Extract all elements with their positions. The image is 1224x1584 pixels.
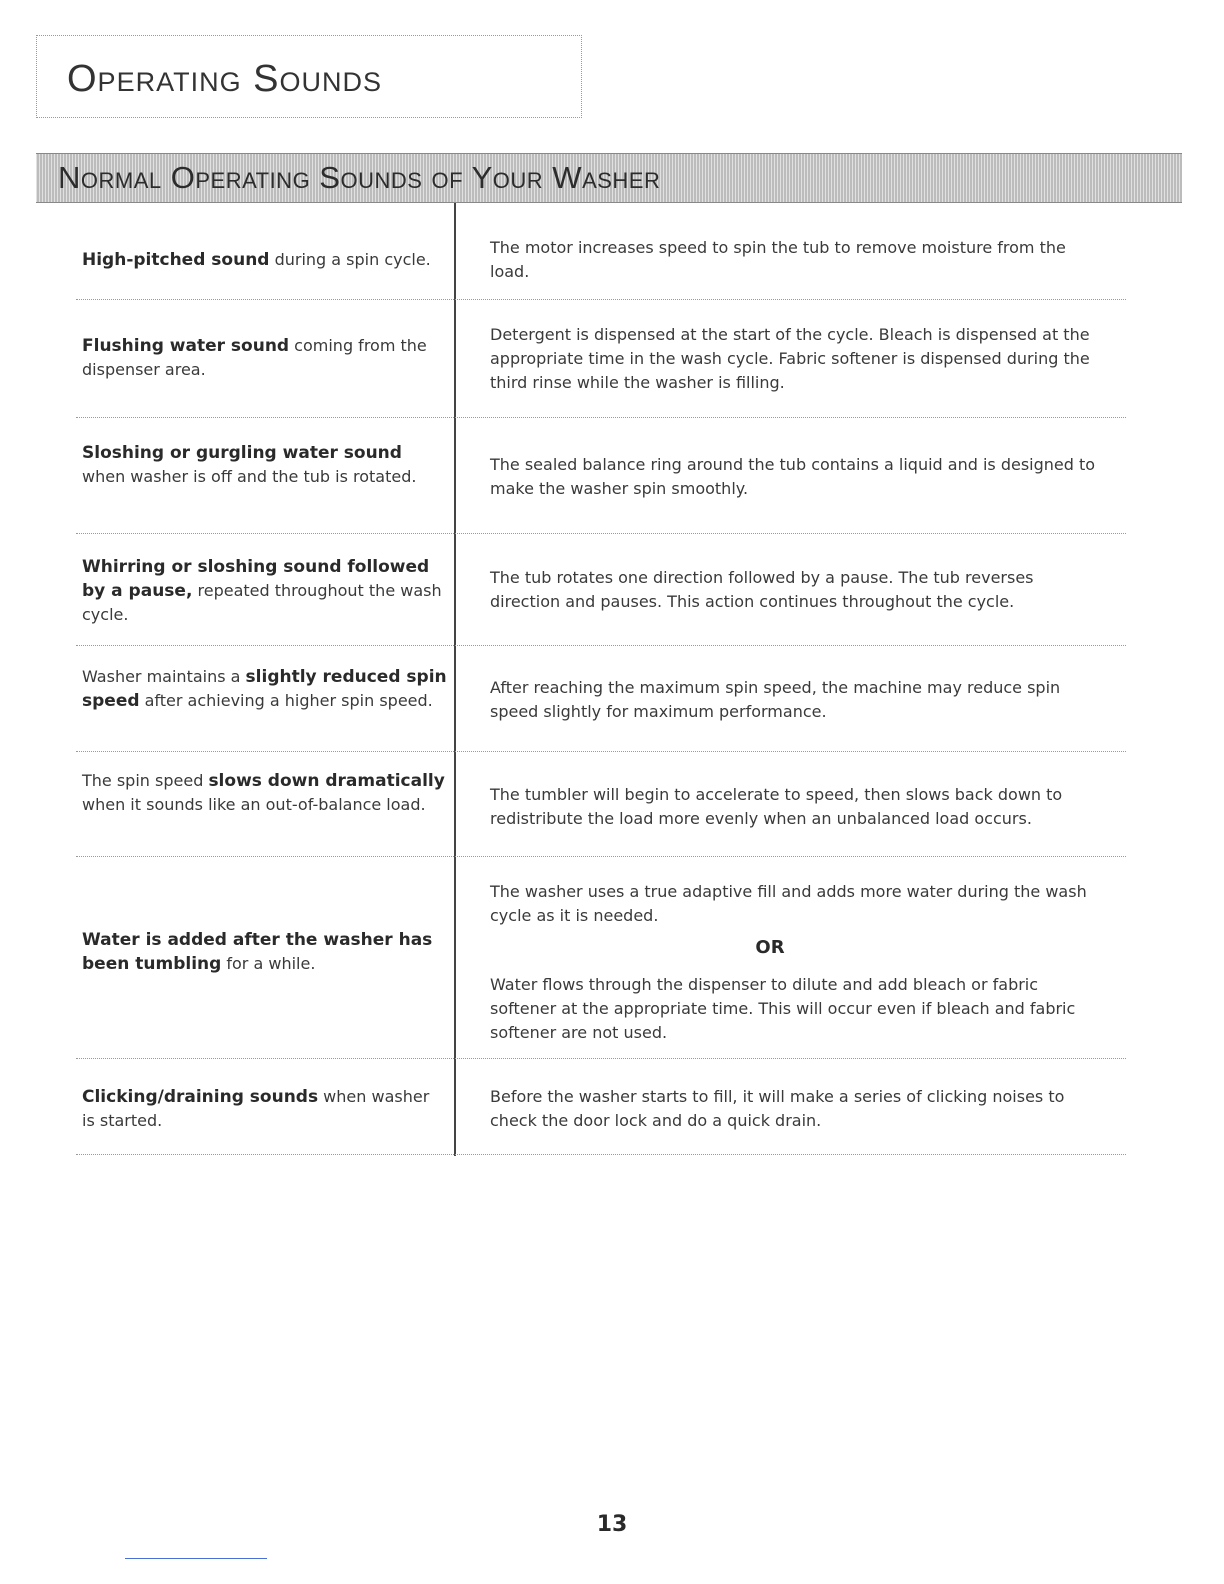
page-title-box: [36, 35, 582, 118]
row-divider: [76, 856, 1126, 857]
sound-explanation-1: The motor increases speed to spin the tub to remove moisture from the load.: [490, 238, 1066, 281]
sound-description-1: High-pitched sound during a spin cycle.: [82, 250, 431, 270]
footer-rule: [125, 1558, 267, 1559]
sound-description-4: Whirring or sloshing sound followed by a pause, repeated throughout the wash cycle.: [82, 557, 442, 624]
row-divider: [76, 299, 1126, 300]
page-number: 13: [596, 1512, 628, 1537]
sound-name: Flushing water sound: [82, 336, 290, 356]
sound-name: slows down dramatically: [208, 771, 445, 791]
sound-description-2: Flushing water sound coming from the dispenser area.: [82, 336, 427, 379]
row-divider: [76, 417, 1126, 418]
sound-name: Sloshing or gurgling water sound: [82, 443, 402, 463]
row-divider: [76, 645, 1126, 646]
section-banner: [36, 153, 1182, 203]
sound-name: Whirring or sloshing sound followed by a pause,: [82, 557, 430, 601]
sound-explanation-3: The sealed balance ring around the tub contains a liquid and is designed to make the washer spin smoothly.: [490, 455, 1096, 498]
sound-explanation-5: After reaching the maximum spin speed, the machine may reduce spin speed slightly for maximum performance.: [490, 678, 1061, 721]
page-title: Operating Sounds: [67, 58, 382, 100]
or-separator: OR: [755, 937, 785, 958]
sound-explanation-4: The tub rotates one direction followed by a pause. The tub reverses direction and pauses. This action continues throughout the cycle.: [490, 568, 1034, 611]
sound-name: Clicking/draining sounds: [82, 1087, 319, 1107]
row-divider: [76, 1058, 1126, 1059]
sound-explanation-7b: Water flows through the dispenser to dilute and add bleach or fabric softener at the appropriate time. This will occur even if bleach and fabric softener are not used.: [490, 975, 1076, 1042]
row-divider: [76, 1154, 1126, 1155]
sound-name: High-pitched sound: [82, 250, 270, 270]
sound-description-3: Sloshing or gurgling water sound when washer is off and the tub is rotated.: [82, 443, 417, 486]
sound-explanation-8: Before the washer starts to fill, it will make a series of clicking noises to check the door lock and do a quick drain.: [490, 1087, 1065, 1130]
sound-description-7: Water is added after the washer has been tumbling for a while.: [82, 930, 433, 974]
sound-explanation-6: The tumbler will begin to accelerate to speed, then slows back down to redistribute the load more evenly when an unbalanced load occurs.: [490, 785, 1063, 828]
sound-explanation-7a: The washer uses a true adaptive fill and adds more water during the wash cycle as it is needed.: [490, 882, 1087, 925]
sound-name: Water is added after the washer has been tumbling: [82, 930, 433, 974]
row-divider: [76, 533, 1126, 534]
sound-description-5: Washer maintains a slightly reduced spin speed after achieving a higher spin speed.: [82, 667, 447, 711]
sound-description-6: The spin speed slows down dramatically when it sounds like an out-of-balance load.: [82, 771, 445, 814]
row-divider: [76, 751, 1126, 752]
section-heading: Normal Operating Sounds of Your Washer: [58, 160, 661, 195]
sound-description-8: Clicking/draining sounds when washer is started.: [82, 1087, 430, 1130]
sound-name: slightly reduced spin speed: [82, 667, 447, 711]
sound-explanation-2: Detergent is dispensed at the start of the cycle. Bleach is dispensed at the appropriate time in the wash cycle. Fabric softener is dispensed during the third rinse while the washer is filling.: [490, 325, 1090, 392]
column-divider: [454, 203, 456, 1156]
